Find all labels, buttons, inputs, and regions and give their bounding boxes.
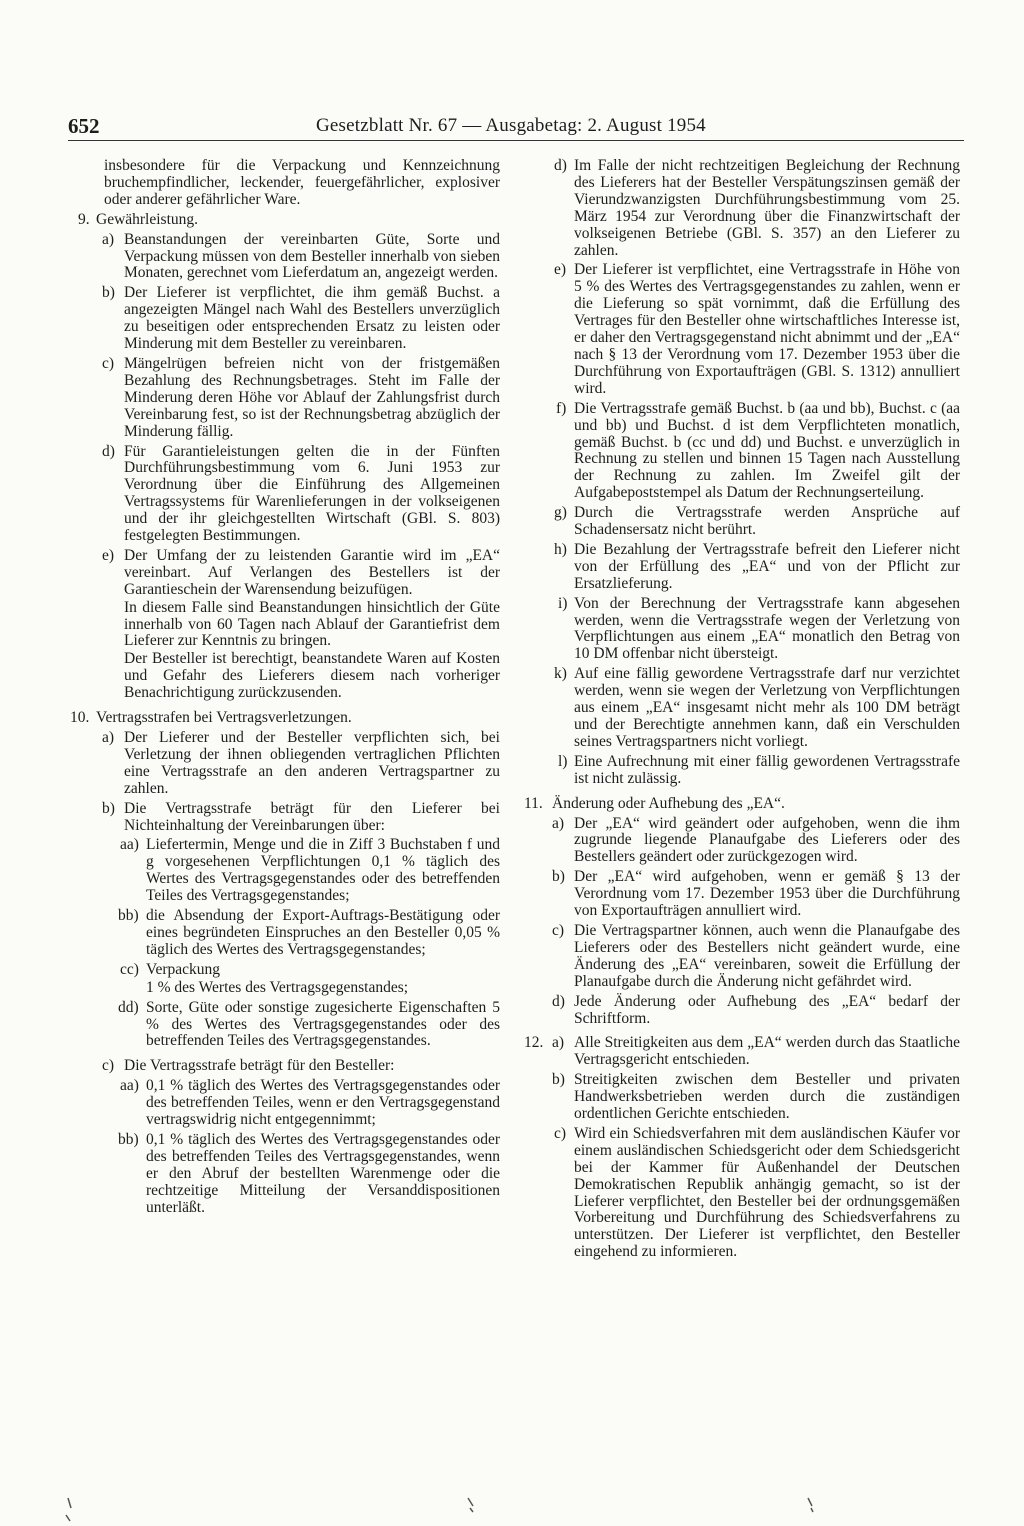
speck-mark (468, 1498, 473, 1512)
clause-text: Die Vertragsstrafe beträgt für den Lieferer bei Nichteinhaltung der Vereinbarungen über: (124, 799, 500, 834)
clause-text: Die Vertragsstrafe gemäß Buchst. b (aa und bb), Buchst. c (aa und bb) und Buchst. d ist dem Verpflichteten monatlich, gemäß Buchst. b (cc und dd) und Buchst. e unverzüglich in Rechnung zu stellen und binnen 15 Tagen nach Ausstellung der Rechnung zu zahlen. Im Zweifel gilt der Aufgabepoststempel als Datum der Rechnungserteilung. (574, 399, 960, 502)
clause-text: Der „EA“ wird aufgehoben, wenn er gemäß § 13 der Verordnung vom 17. Dezember 1953 über die Durchführung von Exportaufträgen annulliert wird. (574, 868, 960, 920)
clause-text: Für Garantieleistungen gelten die in der Fünften Durchführungsbestimmung vom 6. Juni 1953 zur Verordnung über die Einführung des Allgemeinen Vertragssystems für Warenlieferungen in der volkseigenen und der ihr gleichgestellten Wirtschaft (GBl. S. 803) festgelegten Bestimmungen. (124, 442, 500, 545)
clause-text: Von der Berechnung der Vertragsstrafe kann abgesehen werden, wenn die Vertragsstrafe wegen der Verletzung von Verpflichtungen aus einem „EA“ monatlich den Betrag von 10 DM offenbar nicht übersteigt. (574, 594, 960, 663)
subclause-text: 0,1 % täglich des Wertes des Vertragsgegenstandes oder des betreffenden Teiles des Vertragsgegenstandes, wenn er den Abruf der bestellten Warenmenge oder die rechtzeitige Mitteilung der Versanddispositionen unterläßt. (146, 1130, 500, 1216)
clause-text: Durch die Vertragsstrafe werden Ansprüche auf Schadensersatz nicht berührt. (574, 504, 960, 539)
section-number: 9. (78, 210, 90, 228)
clause-mark: k) (554, 665, 567, 683)
clause-text: Die Vertragsstrafe beträgt für den Besteller: (124, 1057, 395, 1075)
clause-text: Der Lieferer ist verpflichtet, die ihm gemäß Buchst. a angezeigten Mängel nach Wahl des Bestellers unverzüglich zu beseitigen oder entsprechenden Ersatz zu leisten oder Minderung mit dem Besteller zu vereinbaren. (124, 284, 500, 353)
subclause-mark: bb) (118, 907, 139, 925)
subclause-mark: aa) (120, 1077, 139, 1095)
section-title: Änderung oder Aufhebung des „EA“. (552, 794, 785, 812)
subclause-text: die Absendung der Export-Auftrags-Bestätigung oder eines begründeten Einspruches an den Besteller 0,05 % täglich des Wertes des Vertragsgegenstandes; (146, 907, 500, 958)
clause-text: Im Falle der nicht rechtzeitigen Begleichung der Rechnung des Lieferers hat der Besteller Verspätungszinsen gemäß der Vierundzwanzigsten Durchführungsbestimmung vom 25. März 1954 zur Verordnung über die Finanzwirtschaft der volkseigenen Betriebe (GBl. S. 357) an den Lieferer zu zahlen. (574, 157, 960, 259)
clause-mark: e) (554, 261, 567, 279)
subclause-text: Verpackung (146, 960, 221, 978)
subclause-mark: cc) (120, 960, 139, 978)
clause-mark: c) (552, 921, 565, 939)
clause-text: Auf eine fällig gewordene Vertragsstrafe darf nur verzichtet werden, wenn sie wegen der Verletzung von Verpflichtungen aus einem „EA“ insgesamt nicht mehr als 100 DM beträgt und der Berechtigte annehmen kann, daß ein Verschulden seines Vertragspartners nicht vorliegt. (574, 665, 960, 750)
clause-mark: a) (552, 1034, 565, 1052)
clause-mark: d) (554, 157, 567, 174)
clause-text: Der Lieferer und der Besteller verpflichten sich, bei Verletzung der ihnen obliegenden vertraglichen Pflichten eine Vertragsstrafe an den anderen Vertragspartner zu zahlen. (124, 729, 500, 797)
clause-text-continued: In diesem Falle sind Beanstandungen hinsichtlich der Güte innerhalb von 60 Tagen nach Ablauf der Garantiefrist dem Lieferer zur Kenntnis zu bringen. (124, 598, 500, 650)
clause-mark: b) (102, 799, 115, 817)
clause-mark: g) (554, 504, 567, 522)
clause-mark: b) (102, 284, 115, 302)
subclause-mark: dd) (118, 998, 139, 1016)
section-title: Gewährleistung. (96, 210, 199, 228)
clause-mark: a) (102, 729, 115, 746)
subclause-text: Sorte, Güte oder sonstige zugesicherte Eigenschaften 5 % des Wertes des Vertragsgegenstandes oder des betreffenden Teiles des Vertragsgegenstandes. (146, 998, 500, 1050)
clause-text: Beanstandungen der vereinbarten Güte, Sorte und Verpackung müssen von dem Besteller innerhalb von sieben Monaten, gerechnet vom Lieferdatum an, angezeigt werden. (124, 230, 500, 282)
clause-mark: h) (554, 540, 567, 558)
clause-text: Mängelrügen befreien nicht von der fristgemäßen Bezahlung des Rechnungsbetrages. Steht im Falle der Minderung deren Höhe vor Ablauf der Zahlungsfrist durch Vereinbarung fest, so ist der Rechnungsbetrag abzüglich der Minderung fällig. (124, 354, 500, 440)
clause-mark: b) (552, 1071, 565, 1089)
subclause-text-continued: 1 % des Wertes des Vertragsgegenstandes; (146, 978, 409, 996)
clause-text: Jede Änderung oder Aufhebung des „EA“ bedarf der Schriftform. (574, 992, 960, 1027)
clause-mark: a) (102, 230, 115, 248)
subclause-mark: aa) (120, 836, 139, 854)
clause-text: Der Lieferer ist verpflichtet, eine Vertragsstrafe in Höhe von 5 % des Wertes des Vertragsgegenstandes zu zahlen, wenn er die Lieferung so spät vornimmt, daß die Erfüllung des Vertrages für den Besteller ohne wirtschaftliches Interesse ist, er daher den Vertragsgegenstand nicht abnimmt und der „EA“ nach § 13 der Verordnung vom 17. Dezember 1953 über die Durchführung von Exportaufträgen (GBl. S. 1312) annulliert wird. (574, 261, 960, 397)
clause-mark: e) (102, 546, 115, 564)
clause-mark: c) (102, 354, 115, 372)
intro-text: insbesondere für die Verpackung und Kennzeichnung bruchempfindlicher, leckender, feuergefährlicher, explosiver oder anderer gefährlicher Ware. (104, 157, 500, 208)
clause-text: Die Bezahlung der Vertragsstrafe befreit den Lieferer nicht von der Erfüllung des „EA“ und von der Pflicht zur Ersatzlieferung. (574, 540, 960, 592)
clause-mark: b) (552, 868, 565, 886)
section-number: 12. (524, 1034, 544, 1052)
section-number: 11. (524, 794, 543, 812)
section-number: 10. (70, 709, 90, 727)
clause-text: Streitigkeiten zwischen dem Besteller und privaten Handwerksbetrieben werden durch die zuständigen ordentlichen Gerichte entschieden. (574, 1071, 960, 1123)
page-number: 652 (68, 114, 100, 138)
speck-mark (66, 1498, 71, 1521)
clause-text: Eine Aufrechnung mit einer fällig gewordenen Vertragsstrafe ist nicht zulässig. (574, 752, 960, 787)
clause-text: Der Umfang der zu leistenden Garantie wird im „EA“ vereinbart. Auf Verlangen des Bestellers ist der Garantieschein der Warensendung beizufügen. (124, 546, 500, 598)
speck-mark (808, 1498, 813, 1512)
section-title: Vertragsstrafen bei Vertragsverletzungen. (96, 709, 352, 727)
clause-mark: f) (556, 399, 567, 417)
subclause-text: Liefertermin, Menge und die in Ziff 3 Buchstaben f und g vorgesehenen Verpflichtungen 0,1 % täglich des Wertes des Vertragsgegenstandes oder des betreffenden Teiles des Vertragsgegenstandes; (146, 836, 500, 905)
clause-mark: a) (552, 814, 565, 832)
clause-text: Alle Streitigkeiten aus dem „EA“ werden durch das Staatliche Vertragsgericht entschieden. (574, 1034, 960, 1069)
clause-text-continued: Der Besteller ist berechtigt, beanstandete Waren auf Kosten und Gefahr des Lieferers diesem nach vorheriger Benachrichtigung zurückzusenden. (124, 650, 500, 702)
subclause-text: 0,1 % täglich des Wertes des Vertragsgegenstandes oder des betreffenden Teiles, wenn er den Vertragsgegenstand vertragswidrig nicht entgegennimmt; (146, 1077, 500, 1129)
clause-mark: d) (552, 992, 565, 1010)
clause-mark: l) (558, 752, 568, 770)
clause-text: Der „EA“ wird geändert oder aufgehoben, wenn die ihm zugrunde liegende Planaufgabe des Lieferers oder des Bestellers geändert oder zurückgezogen wird. (574, 814, 960, 866)
clause-mark: d) (102, 442, 115, 460)
subclause-mark: bb) (118, 1130, 139, 1148)
clause-mark: c) (554, 1124, 567, 1142)
clause-mark: i) (558, 594, 568, 612)
clause-mark: c) (102, 1057, 115, 1075)
running-head: Gesetzblatt Nr. 67 — Ausgabetag: 2. August 1954 (316, 115, 706, 136)
clause-text: Die Vertragspartner können, auch wenn die Planaufgabe des Lieferers oder des Bestellers nicht geändert wurde, eine Änderung des „EA“ vereinbaren, soweit die Erfüllung der Planaufgabe durch die Änderung nicht gefährdet wird. (574, 921, 960, 990)
clause-text: Wird ein Schiedsverfahren mit dem ausländischen Käufer vor einem ausländischen Schiedsgericht oder dem Schiedsgericht bei der Kammer für Außenhandel der Deutschen Demokratischen Republik anhängig gemacht, so ist der Lieferer verpflichtet, den Besteller bei der ordnungsgemäßen Vorbereitung und Durchführung des Schiedsverfahrens zu unterstützen. Der Lieferer ist verpflichtet, den Besteller eingehend zu informieren. (574, 1124, 960, 1261)
